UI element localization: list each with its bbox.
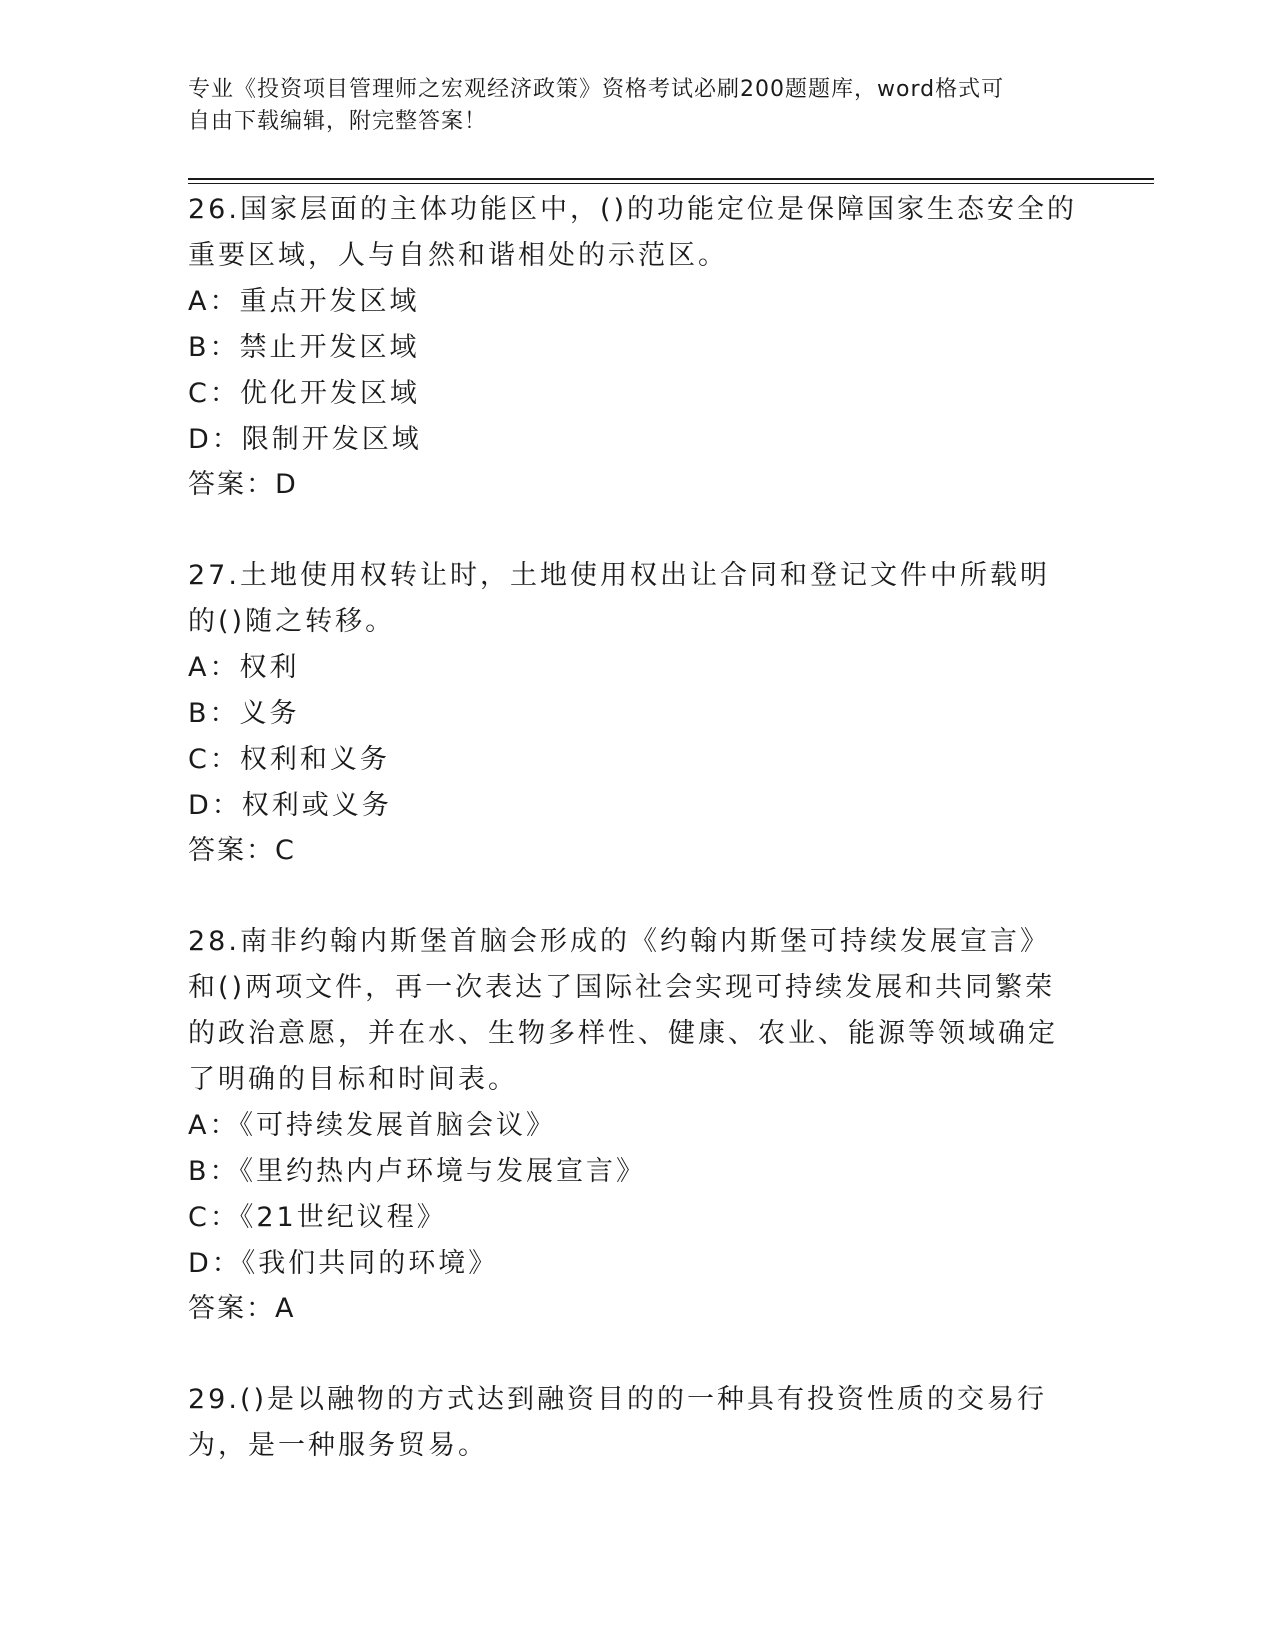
question-text: 29.()是以融物的方式达到融资目的的一种具有投资性质的交易行为，是一种服务贸易。 [188, 1384, 1048, 1461]
option-c: C：权利和义务 [188, 744, 390, 775]
answer: 答案：D [188, 469, 298, 500]
question-26 [188, 187, 1078, 507]
answer: 答案：A [188, 1293, 296, 1324]
option-c: C：《21世纪议程》 [188, 1202, 447, 1233]
question-27 [188, 553, 1078, 873]
header-line-2: 自由下载编辑，附完整答案！ [188, 109, 488, 134]
question-28 [188, 919, 1078, 1331]
header-line-1: 专业《投资项目管理师之宏观经济政策》资格考试必刷200题题库，word格式可 [188, 77, 1005, 102]
option-a: A：权利 [188, 652, 300, 683]
answer: 答案：C [188, 835, 296, 866]
option-c: C：优化开发区域 [188, 378, 420, 409]
question-text: 28.南非约翰内斯堡首脑会形成的《约翰内斯堡可持续发展宣言》和()两项文件，再一次表达了国际社会实现可持续发展和共同繁荣的政治意愿，并在水、生物多样性、健康、农业、能源等领域确定了明确的目标和时间表。 [188, 926, 1058, 1095]
option-b: B：义务 [188, 698, 300, 729]
option-d: D：限制开发区域 [188, 424, 422, 455]
option-d: D：权利或义务 [188, 790, 392, 821]
question-29 [188, 1377, 1078, 1469]
header-divider-thick [188, 178, 1154, 180]
document-header [188, 74, 1068, 138]
option-b: B：禁止开发区域 [188, 332, 420, 363]
option-a: A：《可持续发展首脑会议》 [188, 1110, 556, 1141]
option-a: A：重点开发区域 [188, 286, 420, 317]
question-text: 26.国家层面的主体功能区中，()的功能定位是保障国家生态安全的重要区域，人与自然和谐相处的示范区。 [188, 194, 1078, 271]
header-divider-thin [188, 183, 1154, 184]
option-b: B：《里约热内卢环境与发展宣言》 [188, 1156, 647, 1187]
question-text: 27.土地使用权转让时，土地使用权出让合同和登记文件中所载明的()随之转移。 [188, 560, 1050, 637]
option-d: D：《我们共同的环境》 [188, 1248, 499, 1279]
question-list [188, 187, 1078, 1515]
